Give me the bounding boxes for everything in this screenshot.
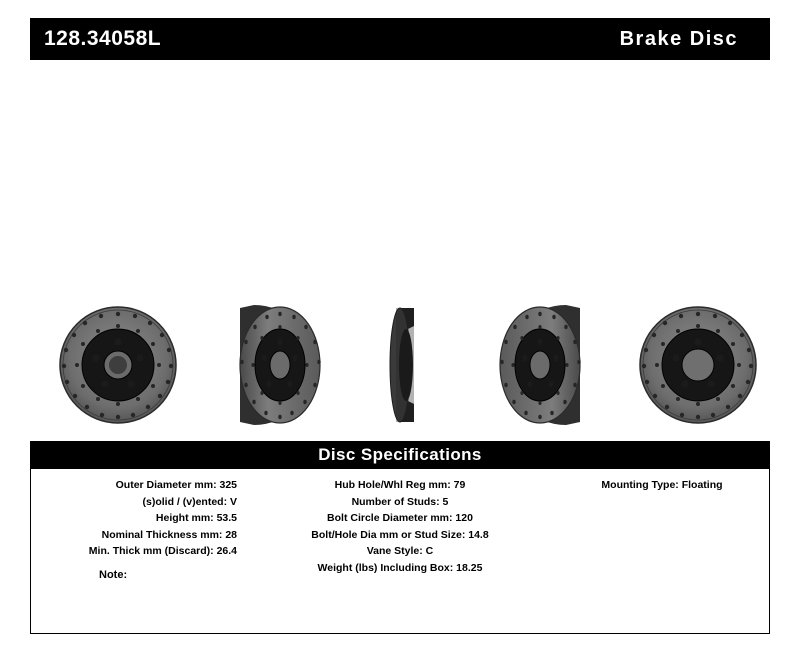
header-bar <box>30 18 770 60</box>
spec-panel <box>30 469 770 634</box>
rotor-illustrations <box>30 290 770 440</box>
part-number: 128.34058L <box>44 27 162 50</box>
spec-column-right <box>555 477 769 576</box>
angled-face-view <box>202 290 352 440</box>
page-title: Brake Disc <box>619 27 738 50</box>
spec-item: Weight (lbs) Including Box: 18.25 <box>317 561 483 574</box>
spec-item: Mounting Type: Floating <box>601 479 723 491</box>
note-label: Note: <box>99 569 128 581</box>
spec-columns <box>31 477 769 576</box>
spec-item: Bolt Circle Diameter mm: 120 <box>327 512 473 524</box>
front-face-view <box>38 290 198 440</box>
angled-face-view-mirrored <box>468 290 618 440</box>
spec-item: (s)olid / (v)ented: V <box>142 495 238 508</box>
spec-column-middle <box>245 477 555 576</box>
spec-item: Nominal Thickness mm: 28 <box>101 528 238 541</box>
spec-item: Min. Thick mm (Discard): 26.4 <box>88 545 238 557</box>
spec-item: Height mm: 53.5 <box>155 512 238 524</box>
rear-face-view <box>618 290 778 440</box>
edge-profile-view <box>370 290 440 440</box>
spec-section-title: Disc Specifications <box>30 441 770 469</box>
spec-item: Bolt/Hole Dia mm or Stud Size: 14.8 <box>311 528 489 541</box>
spec-item: Vane Style: C <box>366 545 434 557</box>
spec-item: Hub Hole/Whl Reg mm: 79 <box>334 479 466 491</box>
spec-column-left <box>31 477 245 576</box>
spec-item: Outer Diameter mm: 325 <box>115 479 238 491</box>
spec-item: Number of Studs: 5 <box>351 495 449 508</box>
